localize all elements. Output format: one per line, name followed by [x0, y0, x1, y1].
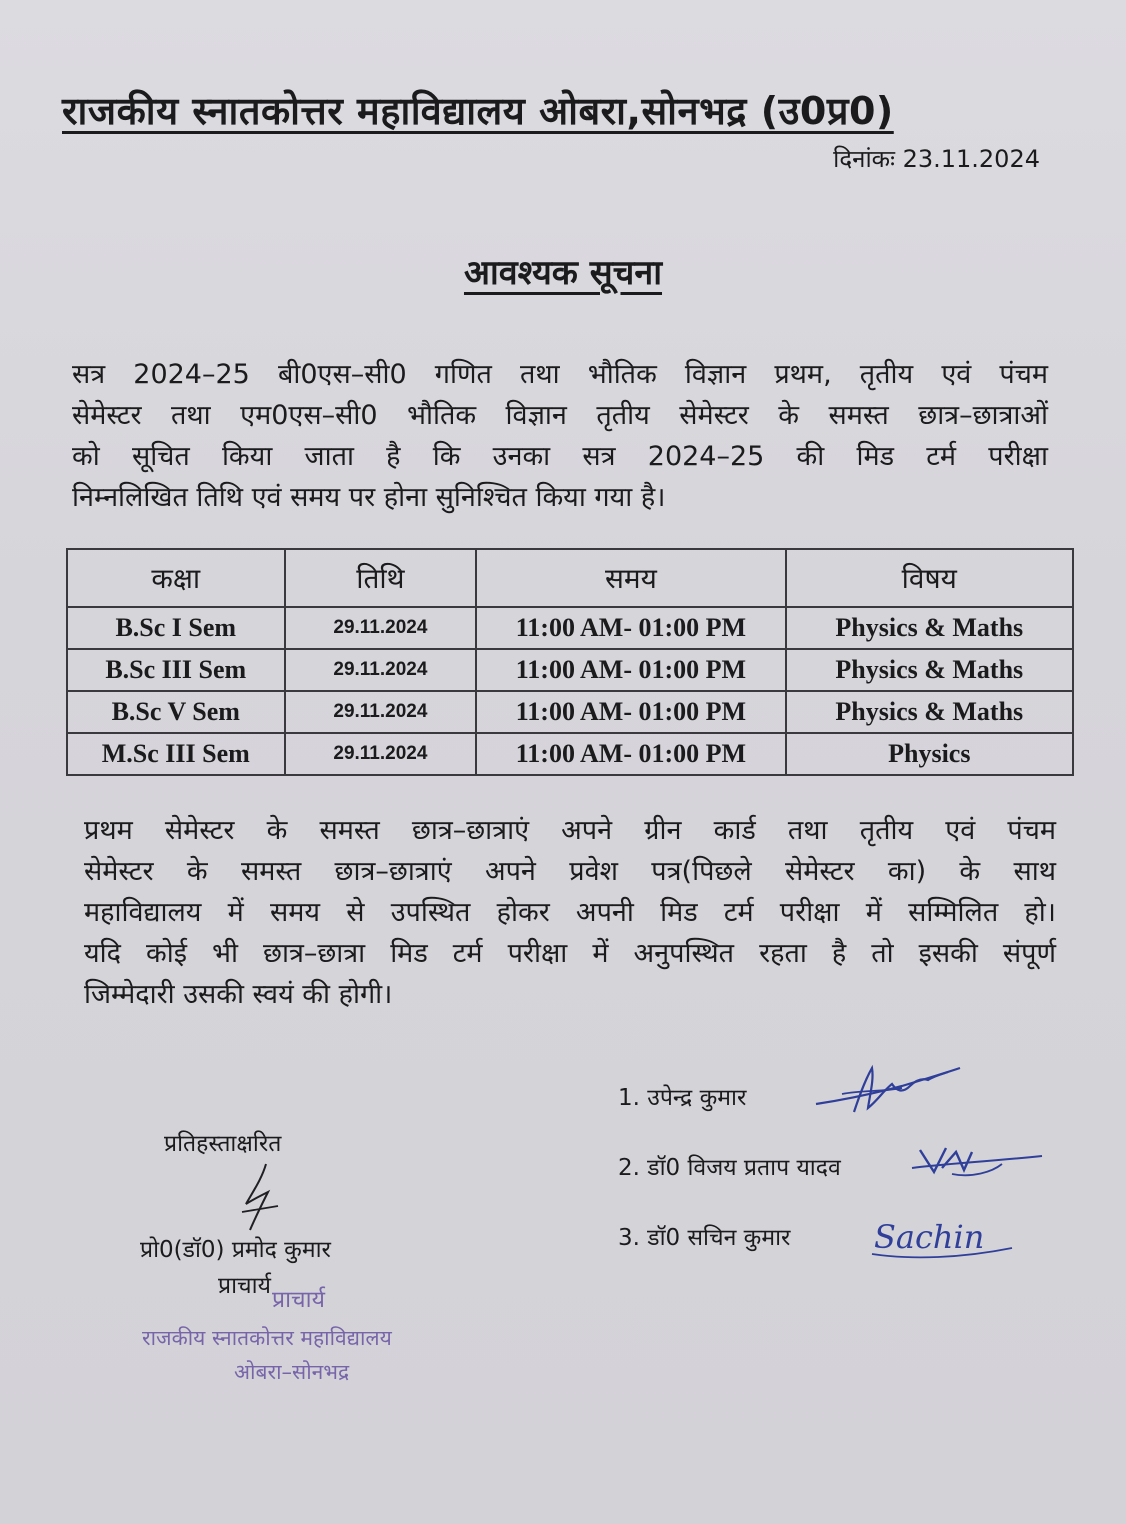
instruction-line: जिम्मेदारी उसकी स्वयं की होगी। — [84, 979, 393, 1010]
college-stamp — [136, 1282, 496, 1392]
signatory-number: 2. — [618, 1155, 640, 1181]
subject-cell: Physics — [786, 733, 1073, 775]
time-cell: 11:00 AM- 01:00 PM — [476, 649, 785, 691]
notice-date: दिनांकः 23.11.2024 — [833, 145, 1040, 173]
signature-3-text: Sachin — [874, 1218, 985, 1256]
header-class: कक्षा — [67, 549, 285, 607]
notice-heading: आवश्यक सूचना — [463, 253, 663, 293]
intro-paragraph — [72, 354, 1048, 518]
header-date: तिथि — [285, 549, 477, 607]
signature-1-icon — [812, 1060, 972, 1120]
date-cell: 29.11.2024 — [285, 691, 477, 733]
instruction-line: प्रथम सेमेस्टर के समस्त छात्र–छात्राएं अपने ग्रीन कार्ड तथा तृतीय एवं पंचम — [84, 815, 1056, 846]
class-cell: M.Sc III Sem — [67, 733, 285, 775]
header-subject: विषय — [786, 549, 1073, 607]
table-row — [67, 691, 1073, 733]
subject-cell: Physics & Maths — [786, 649, 1073, 691]
class-cell: B.Sc III Sem — [67, 649, 285, 691]
signatory-number: 3. — [618, 1225, 640, 1251]
table-header-row — [67, 549, 1073, 607]
college-name-header: राजकीय स्नातकोत्तर महाविद्यालय ओबरा,सोनभद्र (उ0प्र0) — [62, 89, 894, 133]
intro-line: सेमेस्टर तथा एम0एस–सी0 भौतिक विज्ञान तृतीय सेमेस्टर के समस्त छात्र–छात्राओं — [72, 400, 1048, 431]
principal-name: प्रो0(डॉ0) प्रमोद कुमार — [140, 1237, 331, 1263]
date-cell: 29.11.2024 — [285, 733, 477, 775]
signature-3-icon — [872, 1208, 1022, 1268]
signatory-name: डॉ0 विजय प्रताप यादव — [647, 1155, 841, 1181]
subject-cell: Physics & Maths — [786, 691, 1073, 733]
signatory-name: उपेन्द्र कुमार — [647, 1085, 747, 1111]
signatory-2 — [618, 1150, 841, 1182]
intro-line: निम्नलिखित तिथि एवं समय पर होना सुनिश्चित किया गया है। — [72, 482, 666, 513]
stamp-place: ओबरा–सोनभद्र — [234, 1360, 350, 1384]
instruction-line: महाविद्यालय में समय से उपस्थित होकर अपनी मिड टर्म परीक्षा में सम्मिलित हो। — [84, 897, 1056, 928]
time-cell: 11:00 AM- 01:00 PM — [476, 607, 785, 649]
signatory-number: 1. — [618, 1085, 640, 1111]
stamp-college: राजकीय स्नातकोत्तर महाविद्यालय — [142, 1326, 392, 1350]
stamp-title: प्राचार्य — [272, 1287, 325, 1313]
date-cell: 29.11.2024 — [285, 649, 477, 691]
principal-signature-icon — [232, 1160, 302, 1240]
principal-title: प्राचार्य — [218, 1273, 271, 1299]
class-cell: B.Sc V Sem — [67, 691, 285, 733]
instruction-line: सेमेस्टर के समस्त छात्र–छात्राएं अपने प्रवेश पत्र(पिछले सेमेस्टर का) के साथ — [84, 856, 1056, 887]
date-cell: 29.11.2024 — [285, 607, 477, 649]
class-cell: B.Sc I Sem — [67, 607, 285, 649]
countersign-label: प्रतिहस्ताक्षरित — [164, 1131, 282, 1157]
header-time: समय — [476, 549, 785, 607]
exam-schedule-table — [66, 548, 1074, 776]
intro-line: सत्र 2024–25 बी0एस–सी0 गणित तथा भौतिक विज्ञान प्रथम, तृतीय एवं पंचम — [72, 359, 1048, 390]
signatory-1 — [618, 1080, 746, 1112]
time-cell: 11:00 AM- 01:00 PM — [476, 733, 785, 775]
signatory-name: डॉ0 सचिन कुमार — [647, 1225, 791, 1251]
intro-line: को सूचित किया जाता है कि उनका सत्र 2024–25 की मिड टर्म परीक्षा — [72, 441, 1048, 472]
instruction-line: यदि कोई भी छात्र–छात्रा मिड टर्म परीक्षा में अनुपस्थित रहता है तो इसकी संपूर्ण — [84, 938, 1056, 969]
signatory-3 — [618, 1220, 790, 1252]
table-row — [67, 733, 1073, 775]
instructions-paragraph — [84, 810, 1056, 1015]
table-row — [67, 607, 1073, 649]
signature-2-icon — [912, 1138, 1052, 1188]
subject-cell: Physics & Maths — [786, 607, 1073, 649]
table-row — [67, 649, 1073, 691]
time-cell: 11:00 AM- 01:00 PM — [476, 691, 785, 733]
